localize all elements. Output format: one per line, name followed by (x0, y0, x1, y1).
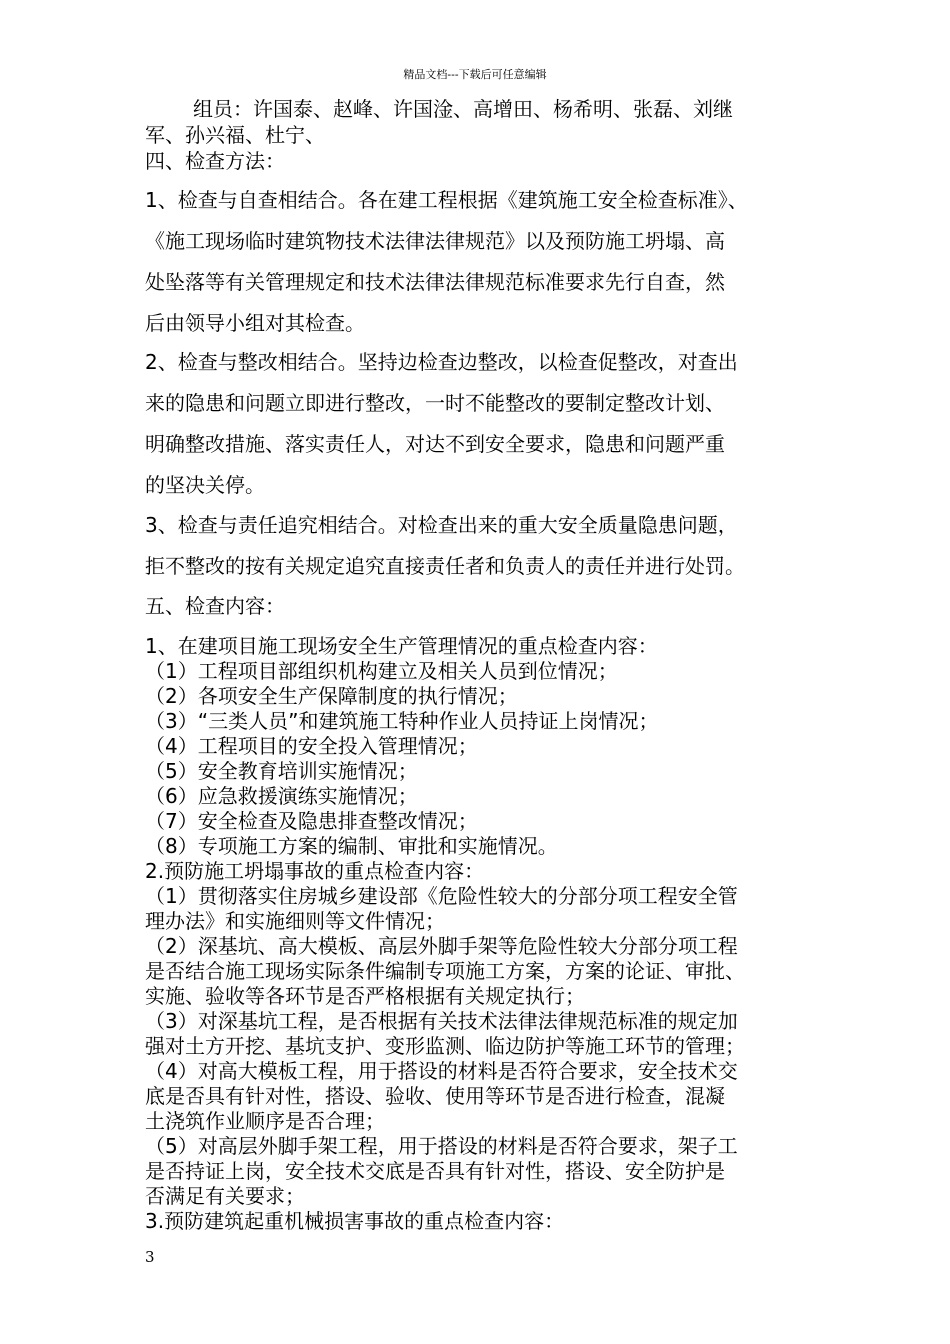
page-number: 3 (145, 1248, 155, 1266)
text-line: 否满足有关要求； (145, 1184, 305, 1208)
list-item: （2）深基坑、高大模板、高层外脚手架等危险性较大分部分项工程 (145, 934, 738, 958)
list-item: （1）工程项目部组织机构建立及相关人员到位情况； (145, 659, 618, 683)
text-line: 的坚决关停。 (145, 473, 265, 497)
page-header: 精品文档---下载后可任意编辑 (403, 68, 547, 81)
text-line: 是否结合施工现场实际条件编制专项施工方案，方案的论证、审批、 (145, 959, 745, 983)
list-item: （5）安全教育培训实施情况； (145, 759, 418, 783)
text-line: 3.预防建筑起重机械损害事故的重点检查内容： (145, 1209, 565, 1233)
list-item: （3）“三类人员”和建筑施工特种作业人员持证上岗情况； (145, 709, 659, 733)
text-line: 2.预防施工坍塌事故的重点检查内容： (145, 859, 485, 883)
text-line: 土浇筑作业顺序是否合理； (145, 1109, 385, 1133)
text-line: 后由领导小组对其检查。 (145, 311, 365, 335)
text-line: 实施、验收等各环节是否严格根据有关规定执行； (145, 984, 585, 1008)
list-item: （4）对高大模板工程，用于搭设的材料是否符合要求，安全技术交 (145, 1059, 738, 1083)
list-item: （1）贯彻落实住房城乡建设部《危险性较大的分部分项工程安全管 (145, 884, 738, 908)
list-item: （6）应急救援演练实施情况； (145, 784, 418, 808)
list-item: （2）各项安全生产保障制度的执行情况； (145, 684, 518, 708)
text-line: 2、检查与整改相结合。坚持边检查边整改，以检查促整改，对查出 (145, 350, 738, 374)
text-line: 明确整改措施、落实责任人，对达不到安全要求，隐患和问题严重 (145, 432, 725, 456)
text-line: 拒不整改的按有关规定追究直接责任者和负责人的责任并进行处罚。 (145, 554, 745, 578)
text-line: 军、孙兴福、杜宁、 (145, 123, 325, 147)
list-item: （3）对深基坑工程，是否根据有关技术法律法律规范标准的规定加 (145, 1009, 738, 1033)
list-item: （4）工程项目的安全投入管理情况； (145, 734, 478, 758)
list-item: （7）安全检查及隐患排查整改情况； (145, 809, 478, 833)
list-item: （5）对高层外脚手架工程，用于搭设的材料是否符合要求，架子工 (145, 1134, 738, 1158)
text-line: 1、在建项目施工现场安全生产管理情况的重点检查内容： (145, 634, 658, 658)
text-line: 处坠落等有关管理规定和技术法律法律规范标准要求先行自查，然 (145, 270, 725, 294)
text-line: 理办法》和实施细则等文件情况； (145, 909, 445, 933)
text-line: 是否持证上岗，安全技术交底是否具有针对性，搭设、安全防护是 (145, 1159, 725, 1183)
text-line: 来的隐患和问题立即进行整改，一时不能整改的要制定整改计划、 (145, 391, 725, 415)
text-line: 3、检查与责任追究相结合。对检查出来的重大安全质量隐患问题， (145, 513, 738, 537)
list-item: （8）专项施工方案的编制、审批和实施情况。 (145, 834, 558, 858)
text-line: 1、检查与自查相结合。各在建工程根据《建筑施工安全检查标准》、 (145, 188, 748, 212)
section-heading: 四、检查方法： (145, 149, 285, 173)
text-line: 底是否具有针对性，搭设、验收、使用等环节是否进行检查，混凝 (145, 1084, 725, 1108)
text-line: 《施工现场临时建筑物技术法律法律规范》以及预防施工坍塌、高 (145, 229, 725, 253)
text-line: 强对土方开挖、基坑支护、变形监测、临边防护等施工环节的管理； (145, 1034, 745, 1058)
section-heading: 五、检查内容： (145, 594, 285, 618)
text-line: 组员：许国泰、赵峰、许国淦、高增田、杨希明、张磊、刘继 (193, 97, 733, 121)
